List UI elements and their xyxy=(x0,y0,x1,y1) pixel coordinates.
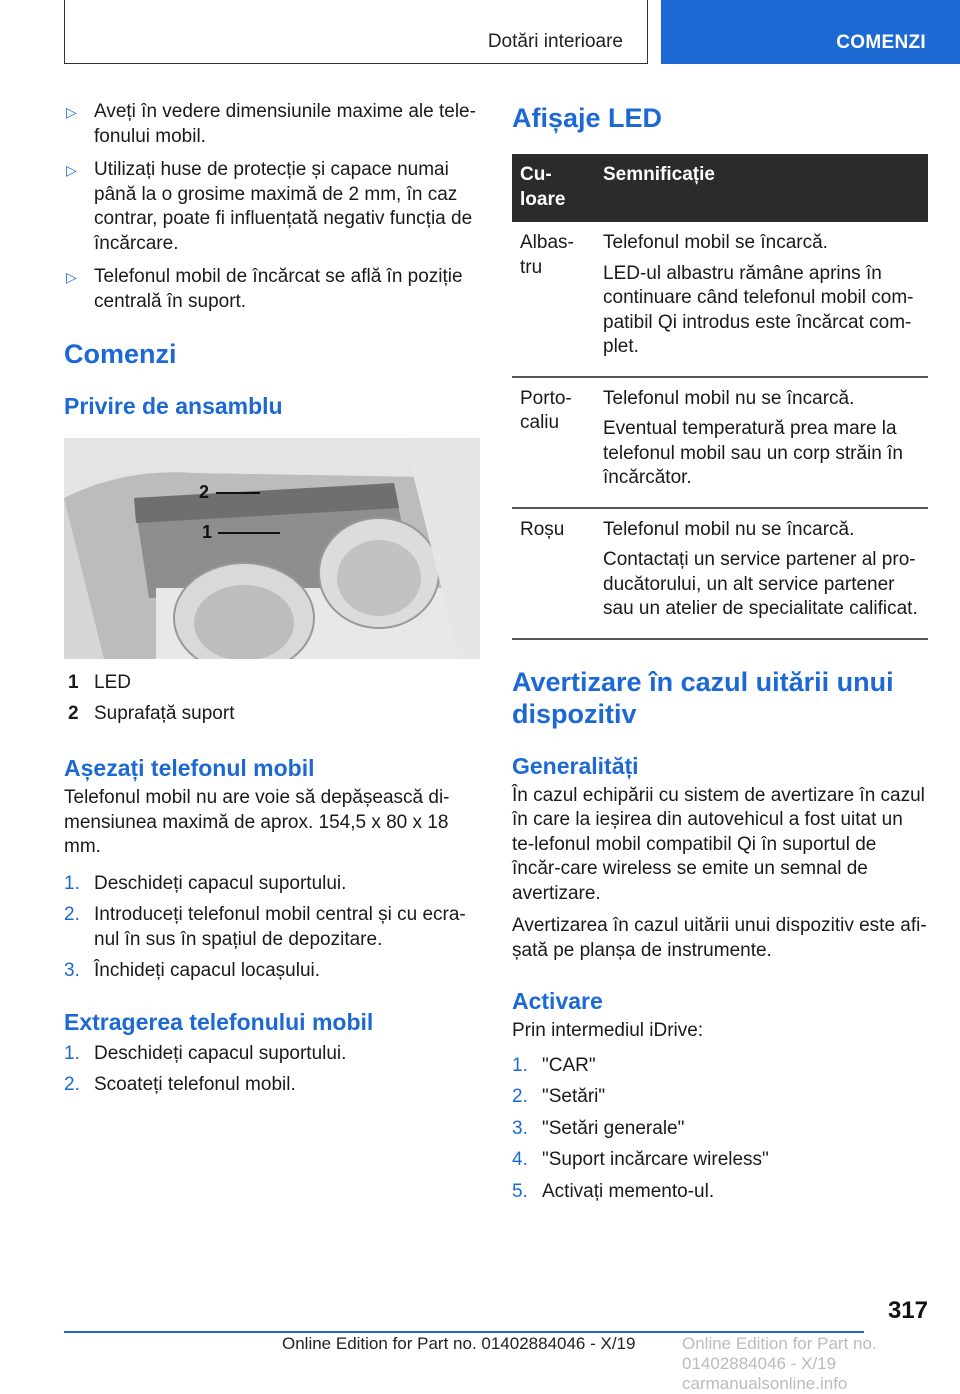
legend-number: 1 xyxy=(68,672,79,693)
step-text: Deschideți capacul suportului. xyxy=(94,872,347,894)
header-box xyxy=(64,0,648,64)
triangle-bullet-icon: ▷ xyxy=(66,269,77,285)
step-number: 3. xyxy=(64,960,80,981)
step-item xyxy=(64,1073,478,1098)
table-row xyxy=(512,222,928,377)
chapter-tab-label: COMENZI xyxy=(836,32,926,53)
step-number: 2. xyxy=(512,1086,528,1107)
led-meaning xyxy=(595,222,928,377)
legend-text: LED xyxy=(94,672,131,693)
legend-text: Suprafață suport xyxy=(94,702,235,724)
heading-asezati: Așezați telefonul mobil xyxy=(64,755,315,781)
right-column xyxy=(512,100,928,1211)
step-number: 1. xyxy=(64,872,80,894)
heading-comenzi: Comenzi xyxy=(64,339,177,369)
activare-intro: Prin intermediul iDrive: xyxy=(512,1020,704,1041)
step-item xyxy=(512,1054,928,1079)
table-row xyxy=(512,508,928,639)
charger-tray-figure xyxy=(64,438,480,659)
step-number: 2. xyxy=(64,1074,80,1095)
step-number: 2. xyxy=(64,904,80,925)
step-item xyxy=(512,1148,928,1173)
triangle-bullet-icon: ▷ xyxy=(66,162,77,178)
section-title: Dotări interioare xyxy=(487,31,623,52)
bullet-item xyxy=(64,158,478,256)
callout-line xyxy=(218,532,280,534)
led-meaning-line: Telefonul mobil nu se încarcă. xyxy=(603,518,855,540)
footer-rule xyxy=(64,1331,864,1333)
bullet-item xyxy=(64,100,478,149)
asezati-paragraph: Telefonul mobil nu are voie să depășească di‐mensiunea maximă de aprox. 154,5 x 80 x 18 mm. xyxy=(64,787,450,857)
step-number: 5. xyxy=(512,1180,528,1202)
led-table xyxy=(512,154,928,640)
heading-afisaje-led: Afișaje LED xyxy=(512,103,663,133)
step-item xyxy=(64,1042,478,1067)
led-color: Porto‐caliu xyxy=(512,377,595,508)
led-meaning-detail: Contactați un service partener al pro‐ducătorului, un alt service partener sau un atelier de specialitate calificat. xyxy=(603,549,918,619)
generalitati-paragraph-2: Avertizarea în cazul uitării unui dispozitiv este afi‐șată pe planșa de instrumente. xyxy=(512,915,927,961)
bullet-text: Aveți în vedere dimensiunile maxime ale tele‐fonului mobil. xyxy=(94,101,476,147)
heading-privire-de-ansamblu: Privire de ansamblu xyxy=(64,393,283,419)
led-meaning xyxy=(595,377,928,508)
led-meaning-detail: Eventual temperatură prea mare la telefonul mobil sau un corp străin în încărcător. xyxy=(603,418,903,488)
heading-generalitati: Generalități xyxy=(512,752,639,779)
step-text: Închideți capacul locașului. xyxy=(94,960,321,981)
triangle-bullet-icon: ▷ xyxy=(66,104,77,120)
led-meaning-detail: LED-ul albastru rămâne aprins în continuare când telefonul mobil com‐patibil Qi introdus este încărcat com‐plet. xyxy=(603,262,914,357)
table-header-color: Cu‐loare xyxy=(512,154,595,222)
heading-avertizare: Avertizare în cazul uitării unui dispozitiv xyxy=(512,666,894,729)
footer-edition: Online Edition for Part no. 01402884046 - X/19 xyxy=(282,1334,636,1353)
led-meaning-line: Telefonul mobil nu se încarcă. xyxy=(603,387,855,409)
led-meaning xyxy=(595,508,928,639)
table-row xyxy=(512,377,928,508)
led-color: Albas‐tru xyxy=(512,222,595,377)
step-text: Deschideți capacul suportului. xyxy=(94,1042,347,1064)
step-text: Scoateți telefonul mobil. xyxy=(94,1074,296,1095)
charger-tray-illustration xyxy=(64,438,480,659)
step-number: 1. xyxy=(512,1054,528,1076)
led-color: Roșu xyxy=(512,508,595,639)
step-text: Introduceți telefonul mobil central și cu ecra‐nul în sus în spațiul de depozitare. xyxy=(94,904,466,950)
legend-number: 2 xyxy=(68,702,79,724)
left-column xyxy=(64,100,478,1105)
step-item xyxy=(64,872,478,897)
step-number: 4. xyxy=(512,1149,528,1170)
step-number: 3. xyxy=(512,1117,528,1139)
generalitati-paragraph-1: În cazul echipării cu sistem de avertizare în cazul în care la ieșirea din autovehicul a fost uitat un te‐lefonul mobil compatibil Qi în suportul de încăr‐care wireless se emite un semnal de avertizare. xyxy=(512,784,925,904)
callout-label: 2 xyxy=(199,482,210,502)
page-number: 317 xyxy=(887,1297,928,1324)
step-item xyxy=(512,1085,928,1110)
callout-label: 1 xyxy=(202,522,213,542)
heading-activare: Activare xyxy=(512,988,603,1014)
step-number: 1. xyxy=(64,1042,80,1064)
bullet-text: Utilizați huse de protecție și capace numai până la o grosime maximă de 2 mm, în caz contrar, poate fi influențată negativ funcția de încărcare. xyxy=(94,159,473,254)
step-text: "Suport incărcare wireless" xyxy=(542,1149,769,1170)
chapter-tab[interactable] xyxy=(661,0,960,64)
step-item xyxy=(512,1117,928,1142)
step-text: "Setări generale" xyxy=(542,1117,685,1139)
step-text: "Setări" xyxy=(542,1086,606,1107)
bullet-item xyxy=(64,265,478,314)
legend-item xyxy=(64,702,478,727)
bullet-text: Telefonul mobil de încărcat se află în poziție centrală în suport. xyxy=(94,266,463,312)
step-item xyxy=(64,903,478,952)
step-item xyxy=(512,1180,928,1205)
legend-item xyxy=(64,671,478,696)
callout-line xyxy=(216,492,260,494)
step-item xyxy=(64,959,478,984)
watermark: Online Edition for Part no. 01402884046 - X/19 carmanualsonline.info xyxy=(682,1334,877,1393)
led-meaning-line: Telefonul mobil se încarcă. xyxy=(603,232,828,253)
table-header-meaning: Semnificație xyxy=(595,154,928,222)
figure-legend xyxy=(64,671,478,726)
step-text: Activați memento-ul. xyxy=(542,1180,715,1202)
step-text: "CAR" xyxy=(542,1054,596,1076)
heading-extragerea: Extragerea telefonului mobil xyxy=(64,1008,374,1035)
